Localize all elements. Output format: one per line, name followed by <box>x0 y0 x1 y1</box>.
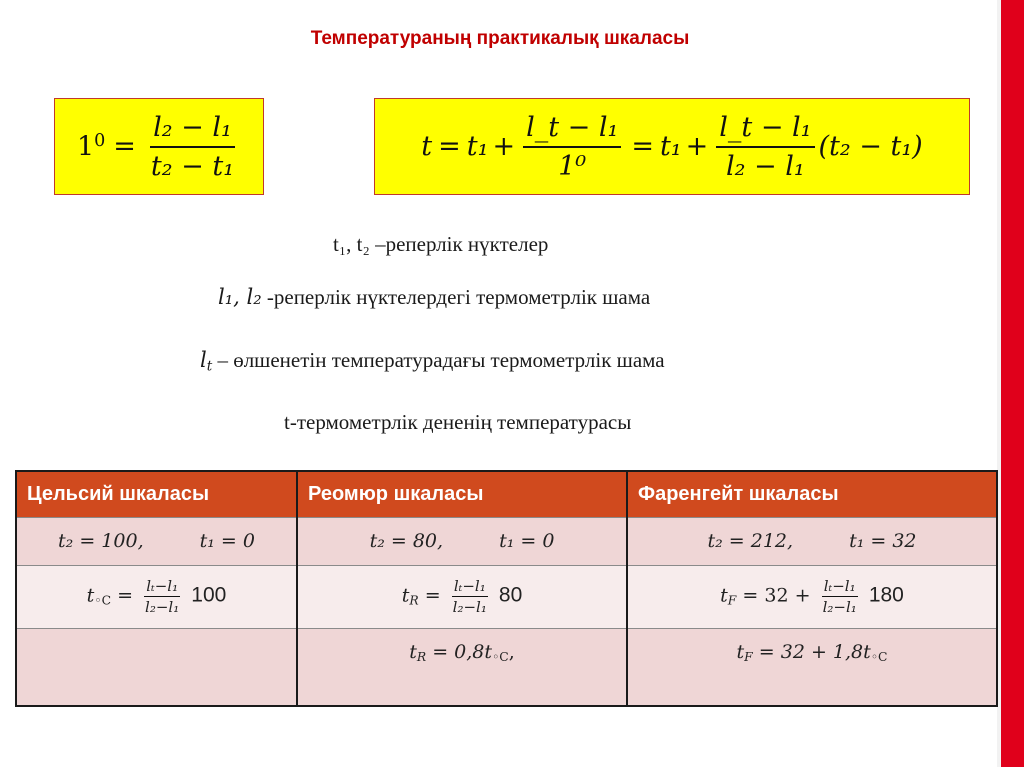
fraction-denominator: l₂ − l₁ <box>726 150 805 182</box>
cell-fahrenheit-formula: $t_F = 32$ + $\frac{\text{lₜ−l₁}}{\text{l₂−l₁}}$ 180 <box>627 565 997 628</box>
cell-fahrenheit-conversion: $t_F = 32 + 1,8t_{◦C}$ <box>627 628 997 706</box>
table-row <box>16 628 997 706</box>
formula-degree-eq: = <box>113 131 136 162</box>
fraction-denominator: 1⁰ <box>558 150 587 182</box>
formula-eq-2: = <box>631 131 654 162</box>
cell-reaumur-conversion: $t_R = 0,8t_{◦C}$, <box>297 628 627 706</box>
cell-reaumur-points: t₂ = 80, t₁ = 0 <box>297 517 627 565</box>
fraction-denominator: t₂ − t₁ <box>150 150 235 182</box>
definition-vars: l₁, l₂ <box>218 285 262 309</box>
cell-fraction: $\frac{\text{lₜ−l₁}}{\text{l₂−l₁}}$ <box>145 577 180 616</box>
fraction-numerator: l_t − l₁ <box>523 112 621 148</box>
formula-tail: (t₂ − t₁) <box>818 131 923 162</box>
formula-temperature-box <box>374 98 970 195</box>
table-row <box>16 517 997 565</box>
cell-celsius-empty <box>16 628 297 706</box>
cell-fahrenheit-points: t₂ = 212, t₁ = 32 <box>627 517 997 565</box>
formula-fraction-1 <box>523 112 621 182</box>
header-celsius: Цельсий шкаласы <box>16 471 297 517</box>
formula-t1-2: t₁ <box>659 131 682 162</box>
table-header-row <box>16 471 997 517</box>
formula-t1: t₁ <box>466 131 489 162</box>
fraction-numerator: l_t − l₁ <box>716 112 814 148</box>
definition-text: -реперлік нүктелердегі термометрлік шама <box>266 285 651 309</box>
header-fahrenheit: Фаренгейт шкаласы <box>627 471 997 517</box>
formula-degree-lhs: $1^0$ <box>76 130 106 163</box>
definition-var: $l_t$ <box>200 348 213 375</box>
table-row <box>16 565 997 628</box>
formula-eq-1: = <box>438 131 461 162</box>
cell-celsius-points: t₂ = 100, t₁ = 0 <box>16 517 297 565</box>
definition-measured-value <box>200 348 665 374</box>
definition-reference-values <box>218 285 650 310</box>
scales-table <box>15 470 998 707</box>
header-reaumur: Реомюр шкаласы <box>297 471 627 517</box>
formula-plus-2: + <box>685 131 709 162</box>
formula-fraction-2 <box>716 112 814 182</box>
fraction-numerator: l₂ − l₁ <box>150 112 235 148</box>
definition-text: –реперлік нүктелер <box>375 232 549 256</box>
cell-fraction: $\frac{\text{lₜ−l₁}}{\text{l₂−l₁}}$ <box>452 577 487 616</box>
definition-vars: t₁, t₂ <box>333 232 370 256</box>
formula-plus-1: + <box>492 131 516 162</box>
formula-degree-box <box>54 98 264 195</box>
cell-reaumur-formula: $t_R$ = $\frac{\text{lₜ−l₁}}{\text{l₂−l₁}}$ 80 <box>297 565 627 628</box>
cell-celsius-formula: $t_{◦C}$ = $\frac{\text{lₜ−l₁}}{\text{l₂−l₁}}$ 100 <box>16 565 297 628</box>
definition-reference-points <box>333 232 548 257</box>
definition-body-temperature: t-термометрлік дененің температурасы <box>284 410 632 434</box>
cell-fraction: $\frac{\text{lₜ−l₁}}{\text{l₂−l₁}}$ <box>822 577 857 616</box>
formula-t: t <box>421 131 433 162</box>
formula-degree-fraction <box>148 112 237 182</box>
slide-title: Температураның практикалық шкаласы <box>310 28 690 49</box>
right-accent-bar <box>1001 0 1024 767</box>
definition-text: – өлшенетін температурадағы термометрлік шама <box>217 348 665 372</box>
